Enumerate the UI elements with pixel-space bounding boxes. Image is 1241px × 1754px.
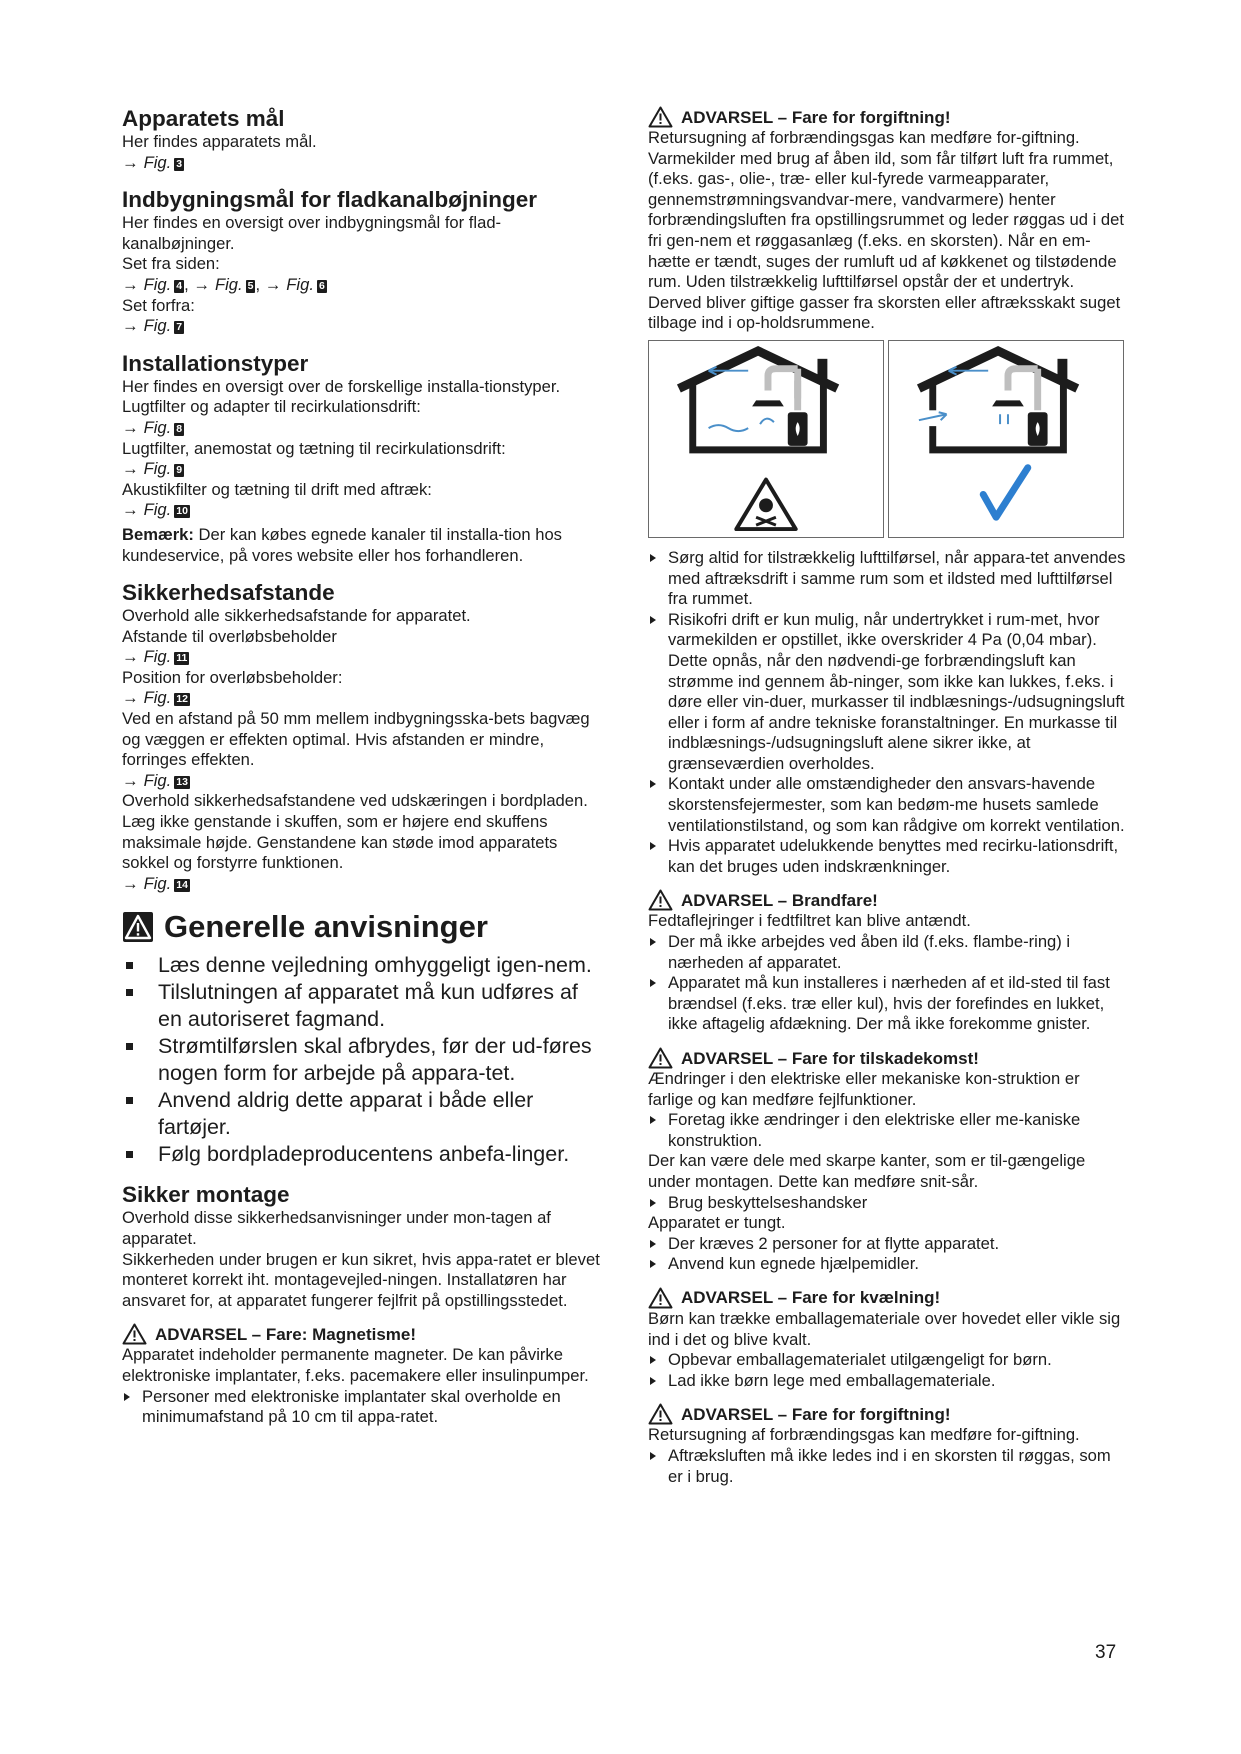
paragraph: Ved en afstand på 50 mm mellem indbygningsska-bets bagvæg og væggen er effekten optimal. Hvis afstanden er mindre, forringes effekten. (122, 709, 590, 770)
figure-number: 4 (176, 279, 183, 292)
triangle-bullet-icon (650, 1199, 656, 1207)
note-label: Bemærk: (122, 524, 194, 544)
section-title: Generelle anvisninger (164, 909, 488, 945)
heading-apparatets-mal: Apparatets mål (122, 106, 285, 131)
triangle-bullet-icon (650, 554, 656, 562)
list-item: Risikofri drift er kun mulig, når undertrykket i rum-met, hvor varmekilden er opstillet, ikke overskrider 4 Pa (0,04 mbar). Dette opnås, når den nødvendi-ge forbrændingsluft kan strømme ind gennem åb-ninger, som ikke kan lukkes, f.eks. i døre eller vin-duer, murkasser til indblæsnings-/udsugningsluft eller i form af andre tekniske foranstaltninger. En murkasse til indblæsnings-/udsugningsluft alene sikrer ikke, at grænseværdien overholdes. (648, 610, 1128, 775)
list-item: Brug beskyttelseshandsker (648, 1193, 1128, 1214)
list-item: Anvend aldrig dette apparat i både eller fartøjer. (122, 1087, 602, 1141)
list-item: Aftræksluften må ikke ledes ind i en skorsten til røggas, som er i brug. (648, 1446, 1128, 1487)
paragraph: Set fra siden: (122, 254, 220, 274)
warning-fire (648, 889, 1128, 911)
square-bullet-icon (126, 1043, 133, 1050)
paragraph: Retursugning af forbrændingsgas kan medføre for-giftning. (648, 1425, 1080, 1445)
list-item: Tilslutningen af apparatet må kun udføres af en autoriseret fagmand. (122, 979, 602, 1033)
bullet-list (648, 548, 1128, 878)
square-bullet-icon (126, 989, 133, 996)
warning-poisoning (648, 106, 1128, 128)
figure-reference[interactable]: → Fig. 11 (122, 647, 188, 667)
square-bullet-icon (126, 1097, 133, 1104)
bullet-list (648, 1446, 1128, 1487)
paragraph: Her findes en oversigt over indbygningsmål for flad-kanalbøjninger. (122, 213, 502, 253)
figure-reference[interactable]: → Fig. 4 , → Fig. 5 , → Fig. 6 (122, 274, 325, 294)
paragraph: Afstande til overløbsbeholder (122, 626, 337, 646)
figure-reference[interactable]: → Fig. 13 (122, 770, 188, 790)
triangle-bullet-icon (650, 616, 656, 624)
paragraph: Retursugning af forbrændingsgas kan medføre for-giftning. Varmekilder med brug af åben ild, som får tilført luft fra rummet, (f.eks. gas-, olie-, træ- eller kul-fyrede varmeapparater, gennemstrømningsvandvar-mere, vandvarmere) henter forbrændingsluften fra opstillingsrummet og leder røggas ud i det fri gen-nem et røggasanlæg (f.eks. en skorsten). Når en em-hætte er tændt, suges der rumluft ud af køkkenet og tilstødende rum. Uden tilstrækkelig lufttilførsel opstår der et undertryk. Derved bliver giftige gasser fra skorsten eller aftræksskakt suget tilbage ind i op-holdsrummene. (648, 128, 1124, 333)
heading-indbygningsmal: Indbygningsmål for fladkanalbøjninger (122, 187, 538, 213)
paragraph: Lugtfilter, anemostat og tætning til recirkulationsdrift: (122, 438, 506, 458)
triangle-bullet-icon (650, 1377, 656, 1385)
figure-number: 14 (176, 878, 188, 891)
triangle-bullet-icon (124, 1393, 130, 1401)
figure-reference[interactable]: → Fig. 9 (122, 459, 183, 479)
left-column (122, 106, 602, 1428)
figure-number: 10 (176, 505, 188, 518)
illustration-ok (888, 340, 1124, 538)
bullet-list (648, 1234, 1128, 1275)
list-item: Læs denne vejledning omhyggeligt igen-nem. (122, 952, 602, 979)
square-bullet-icon (126, 962, 133, 969)
paragraph: Her findes en oversigt over de forskellige installa-tionstyper. (122, 376, 561, 396)
warning-triangle-icon (648, 889, 673, 911)
ventilation-illustrations (648, 340, 1128, 538)
triangle-bullet-icon (650, 1116, 656, 1124)
heading-sikker-montage: Sikker montage (122, 1182, 290, 1208)
house-check-illustration (889, 341, 1123, 537)
warning-suffocation (648, 1287, 1128, 1309)
bullet-list (122, 1387, 602, 1428)
triangle-bullet-icon (650, 842, 656, 850)
list-item: Apparatet må kun installeres i nærheden af et ild-sted til fast brændsel (f.eks. træ eller kul), hvis der forefindes en lukket, ikke aftagelig afdækning. Der må ikke forekomme gnister. (648, 973, 1128, 1035)
house-poison-illustration (649, 341, 883, 537)
list-item: Sørg altid for tilstrækkelig lufttilførsel, når appara-tet anvendes med aftræksdrift i samme rum som et ildsted med lufttilførsel fra rummet. (648, 548, 1128, 610)
list-item: Lad ikke børn lege med emballagemateriale. (648, 1371, 1128, 1392)
paragraph: Der kan være dele med skarpe kanter, som er til-gængelige under montagen. Dette kan medføre snit-sår. (648, 1151, 1086, 1191)
note: Bemærk: Der kan købes egnede kanaler til installa-tion hos kundeservice, på vores website eller hos forhandleren. (122, 524, 562, 565)
list-item: Der må ikke arbejdes ved åben ild (f.eks. flambe-ring) i nærheden af apparatet. (648, 932, 1128, 973)
triangle-bullet-icon (650, 780, 656, 788)
triangle-bullet-icon (650, 1260, 656, 1268)
figure-number: 12 (176, 693, 188, 706)
figure-number: 9 (176, 464, 183, 477)
triangle-bullet-icon (650, 979, 656, 987)
bullet-list (648, 1110, 1128, 1151)
figure-reference[interactable]: → Fig. 3 (122, 152, 183, 172)
illustration-danger (648, 340, 884, 538)
warning-triangle-icon (648, 106, 673, 128)
list-item: Strømtilførslen skal afbrydes, før der ud-føres nogen form for arbejde på appara-tet. (122, 1033, 602, 1087)
figure-number: 8 (176, 422, 183, 435)
figure-reference[interactable]: → Fig. 14 (122, 873, 188, 893)
warning-triangle-icon (648, 1403, 673, 1425)
heading-installationstyper: Installationstyper (122, 350, 309, 376)
figure-number: 6 (318, 279, 325, 292)
list-item: Opbevar emballagematerialet utilgængeligt for børn. (648, 1350, 1128, 1371)
list-item: Hvis apparatet udelukkende benyttes med recirku-lationsdrift, kan det bruges uden indskrænkninger. (648, 836, 1128, 877)
paragraph: Læg ikke genstande i skuffen, som er højere end skuffens maksimale højde. Genstandene kan støde imod apparatets sokkel og forstyrre funktionen. (122, 812, 558, 873)
paragraph: Lugtfilter og adapter til recirkulationsdrift: (122, 397, 421, 417)
right-column (648, 106, 1128, 1487)
list-item: Der kræves 2 personer for at flytte apparatet. (648, 1234, 1128, 1255)
paragraph: Akustikfilter og tætning til drift med aftræk: (122, 479, 432, 499)
section-heading-generelle (122, 908, 602, 946)
paragraph: Børn kan trække emballagemateriale over hovedet eller vikle sig ind i det og blive kvalt. (648, 1308, 1121, 1349)
figure-reference[interactable]: → Fig. 10 (122, 500, 188, 520)
warning-poisoning-2 (648, 1403, 1128, 1425)
warning-title: ADVARSEL – Fare for kvælning! (681, 1288, 941, 1308)
triangle-bullet-icon (650, 1356, 656, 1364)
bullet-list (648, 932, 1128, 1035)
list-item: Personer med elektroniske implantater skal overholde en minimumafstand på 10 cm til appa-ratet. (122, 1387, 602, 1428)
figure-number: 7 (176, 321, 183, 334)
figure-number: 3 (176, 157, 183, 170)
warning-injury (648, 1047, 1128, 1069)
triangle-bullet-icon (650, 938, 656, 946)
warning-title: ADVARSEL – Fare for forgiftning! (681, 107, 951, 127)
figure-reference[interactable]: → Fig. 8 (122, 417, 183, 437)
warning-magnetism (122, 1323, 602, 1345)
page-number: 37 (1095, 1642, 1117, 1663)
paragraph: Apparatet indeholder permanente magneter. De kan påvirke elektroniske implantater, f.eks. pacemakere eller insulinpumper. (122, 1345, 589, 1385)
figure-reference[interactable]: → Fig. 7 (122, 316, 183, 336)
paragraph: Position for overløbsbeholder: (122, 667, 343, 687)
figure-number: 13 (176, 775, 188, 788)
figure-number: 11 (176, 652, 188, 665)
paragraph: Overhold disse sikkerhedsanvisninger under mon-tagen af apparatet. (122, 1208, 551, 1248)
warning-box-icon (122, 911, 154, 943)
warning-title: ADVARSEL – Fare: Magnetisme! (155, 1324, 417, 1344)
list-item: Kontakt under alle omstændigheder den ansvars-havende skorstensfejermester, som kan bedøm-me husets samlede ventilationstilstand, og som kan rådgive om korrekt ventilation. (648, 774, 1128, 836)
paragraph: Fedtaflejringer i fedtfiltret kan blive antændt. (648, 911, 971, 931)
warning-triangle-icon (648, 1287, 673, 1309)
warning-triangle-icon (122, 1323, 147, 1345)
general-instructions-list (122, 952, 602, 1168)
paragraph: Overhold sikkerhedsafstandene ved udskæringen i bordpladen. (122, 791, 588, 811)
warning-title: ADVARSEL – Brandfare! (681, 890, 878, 910)
paragraph: Apparatet er tungt. (648, 1213, 786, 1233)
triangle-bullet-icon (650, 1240, 656, 1248)
list-item: Anvend kun egnede hjælpemidler. (648, 1254, 1128, 1275)
paragraph: Sikkerheden under brugen er kun sikret, hvis appa-ratet er blevet monteret korrekt iht. montagevejled-ningen. Installatøren har ansvaret for, at apparatet fungerer fejlfrit på opstillingsstedet. (122, 1249, 600, 1310)
figure-number: 5 (247, 279, 254, 292)
bullet-list (648, 1350, 1128, 1391)
bullet-list (648, 1193, 1128, 1214)
warning-title: ADVARSEL – Fare for forgiftning! (681, 1404, 951, 1424)
paragraph: Her findes apparatets mål. (122, 132, 317, 151)
paragraph: Overhold alle sikkerhedsafstande for apparatet. (122, 606, 471, 626)
list-item: Foretag ikke ændringer i den elektriske eller me-kaniske konstruktion. (648, 1110, 1128, 1151)
square-bullet-icon (126, 1151, 133, 1158)
heading-sikkerhedsafstande: Sikkerhedsafstande (122, 580, 335, 606)
list-item: Følg bordpladeproducentens anbefa-linger. (122, 1141, 602, 1168)
figure-reference[interactable]: → Fig. 12 (122, 688, 188, 708)
warning-title: ADVARSEL – Fare for tilskadekomst! (681, 1048, 979, 1068)
warning-triangle-icon (648, 1047, 673, 1069)
paragraph: Set forfra: (122, 295, 195, 315)
paragraph: Ændringer i den elektriske eller mekaniske kon-struktion er farlige og kan medføre fejlfunktioner. (648, 1069, 1080, 1109)
triangle-bullet-icon (650, 1452, 656, 1460)
